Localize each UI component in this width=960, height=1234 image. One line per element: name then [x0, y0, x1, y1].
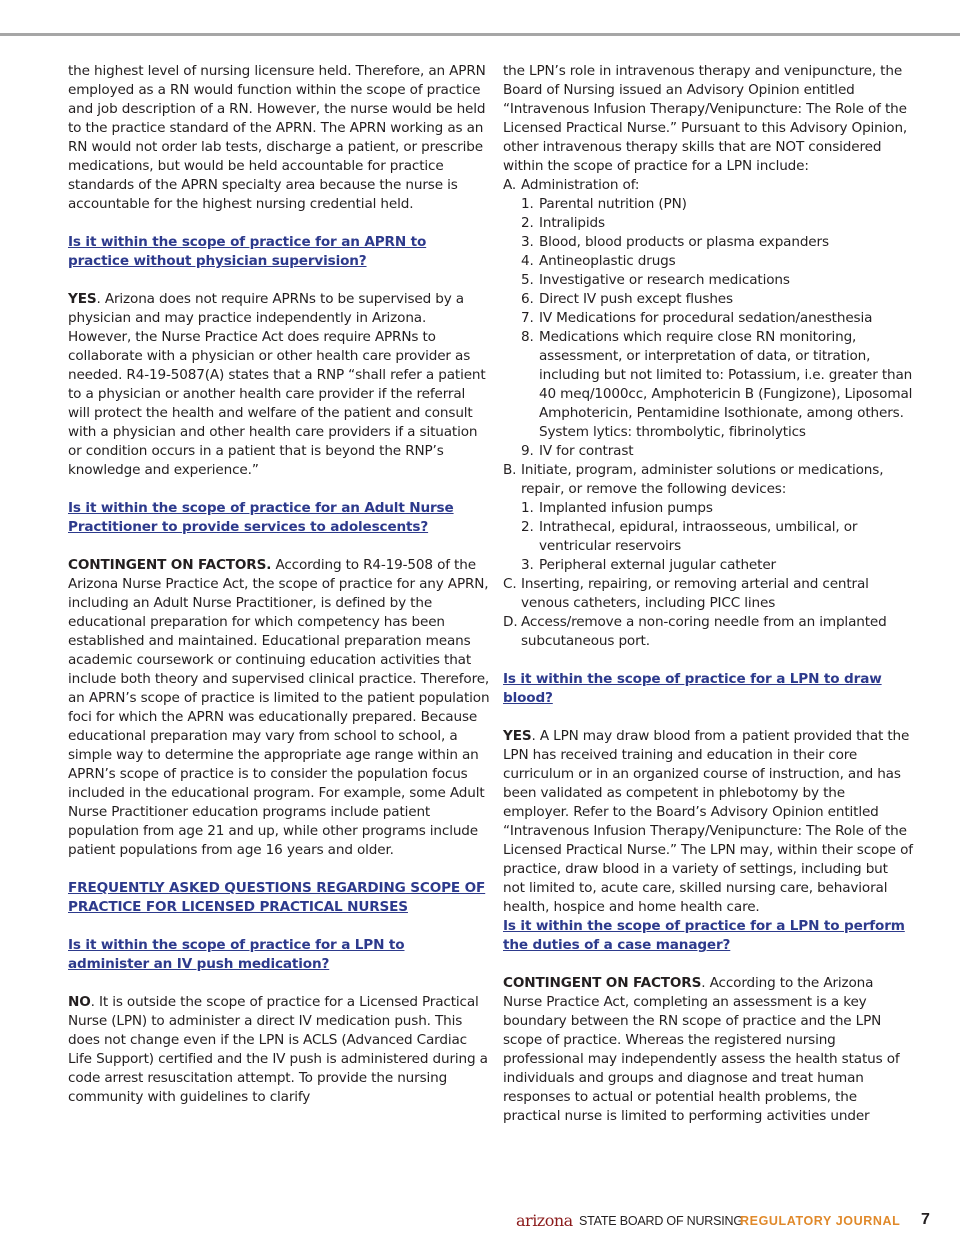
faq-question-lpn-iv-push: Is it within the scope of practice for a LPN to administer an IV push medication?: [68, 937, 405, 972]
arizona-logo-text: arizona: [516, 1211, 573, 1230]
list-item: 4. Antineoplastic drugs: [521, 253, 676, 269]
list-item: 7. IV Medications for procedural sedation/anesthesia: [521, 310, 873, 326]
list-item: 1. Implanted infusion pumps: [521, 500, 713, 516]
answer-text: . It is outside the scope of practice for a Licensed Practical Nurse (LPN) to administer a direct IV medication push. This does not change even if the LPN is ACLS (Advanced Cardiac Life Support) certified and the IV push is administered during a code arrest resuscitation attempt. To provide the nursing community with guidelines to clarify: [68, 994, 488, 1105]
answer-keyword: YES: [503, 728, 532, 744]
list-item: 3. Peripheral external jugular catheter: [521, 557, 776, 573]
answer-text: According to R4-19-508 of the Arizona Nurse Practice Act, the scope of practice for any APRN, including an Adult Nurse Practitioner, is defined by the educational preparation for which competency has been established and maintained. Educational preparation means academic coursework or continuing education activities that include both theory and supervised clinical practice. Therefore, an APRN’s scope of practice is limited to the patient population foci for which the APRN was educationally prepared. Because educational preparation may vary from school to school, a simple way to determine the appropriate age range within an APRN’s scope of practice is to consider the population focus included in the educational program. For example, some Adult Nurse Practitioner education programs include patient population from age 21 and up, while other programs include patient populations from age 16 years and older.: [68, 557, 490, 858]
answer-keyword: CONTINGENT ON FACTORS: [503, 975, 702, 991]
section-heading-lpn-faq: FREQUENTLY ASKED QUESTIONS REGARDING SCOPE OF PRACTICE FOR LICENSED PRACTICAL NURSES: [68, 880, 486, 915]
list-item: 9. IV for contrast: [521, 443, 634, 459]
top-rule: [0, 33, 960, 36]
list-item: 1. Parental nutrition (PN): [521, 196, 687, 212]
faq-question-lpn-case-manager: Is it within the scope of practice for a LPN to perform the duties of a case manager?: [503, 918, 905, 953]
board-name: STATE BOARD OF NURSING: [579, 1214, 743, 1228]
list-item: 8. Medications which require close RN monitoring, assessment, or interpretation of data, or titration, including but not limited to: Potassium, i.e. greater than 40 meq/1000cc, Amphotericin B (Fungizone), Liposomal Amphotericin, Pentamidine Isothionate, among others. System lytics: thrombolytic, fibrinolytics: [521, 329, 913, 440]
list-item: 2. Intrathecal, epidural, intraosseous, umbilical, or ventricular reservoirs: [521, 519, 858, 554]
left-column: [68, 62, 490, 1107]
faq-answer: [68, 290, 490, 480]
faq-answer: [68, 993, 490, 1107]
journal-name: REGULATORY JOURNAL: [740, 1214, 901, 1228]
list-section-c: C. Inserting, repairing, or removing arterial and central venous catheters, including PICC lines: [503, 576, 869, 611]
page-number: 7: [921, 1211, 930, 1228]
paragraph: the LPN’s role in intravenous therapy and venipuncture, the Board of Nursing issued an Advisory Opinion entitled “Intravenous Infusion Therapy/Venipuncture: The Role of the Licensed Practical Nurse.” Pursuant to this Advisory Opinion, other intravenous therapy skills that are NOT considered within the scope of practice for a LPN include:: [503, 63, 908, 174]
list-item: 3. Blood, blood products or plasma expanders: [521, 234, 829, 250]
list-item: 2. Intralipids: [521, 215, 605, 231]
faq-question-lpn-draw-blood: Is it within the scope of practice for a LPN to draw blood?: [503, 671, 882, 706]
answer-keyword: CONTINGENT ON FACTORS.: [68, 557, 272, 573]
list-item: 5. Investigative or research medications: [521, 272, 790, 288]
answer-keyword: NO: [68, 994, 91, 1010]
answer-text: . Arizona does not require APRNs to be supervised by a physician and may practice independently in Arizona. However, the Nurse Practice Act does require APRNs to collaborate with a physician or other health care provider as needed. R4-19-5087(A) states that a RNP “shall refer a patient to a physician or another health care provider if the referral will protect the health and welfare of the patient and consult with a physician and other health care providers if a situation or condition occurs in a patient that is beyond the RNP’s knowledge and experience.”: [68, 291, 486, 478]
answer-text: . A LPN may draw blood from a patient provided that the LPN has received training and education in their core curriculum or in an organized course of instruction, and has been validated as competent in phlebotomy by the employer. Refer to the Board’s Advisory Opinion entitled “Intravenous Infusion Therapy/Venipuncture: The Role of the Licensed Practical Nurse.” The LPN may, within their scope of practice, draw blood in a variety of settings, including but not limited to, acute care, skilled nursing care, behavioral health, hospice and home health care.: [503, 728, 913, 915]
faq-question-adult-np: Is it within the scope of practice for an Adult Nurse Practitioner to provide services to adolescents?: [68, 500, 454, 535]
list-item: 6. Direct IV push except flushes: [521, 291, 733, 307]
faq-answer: [68, 556, 490, 860]
answer-text: . According to the Arizona Nurse Practice Act, completing an assessment is a key boundary between the RN scope of practice and the LPN scope of practice. Whereas the registered nursing professional may independently assess the health status of individuals and groups and diagnose and treat human responses to actual or potential health problems, the practical nurse is limited to performing activities under: [503, 975, 900, 1124]
list-section-d: D. Access/remove a non-coring needle from an implanted subcutaneous port.: [503, 614, 887, 649]
page-footer: [0, 1211, 960, 1234]
answer-keyword: YES: [68, 291, 97, 307]
paragraph: the highest level of nursing licensure held. Therefore, an APRN employed as a RN would function within the scope of practice and job description of a RN. However, the nurse would be held to the practice standard of the APRN. The APRN working as an RN would not order lab tests, discharge a patient, or prescribe medications, but would be held accountable for practice standards of the APRN specialty area because the nurse is accountable for the highest nursing credential held.: [68, 63, 486, 212]
faq-question-aprn-supervision: Is it within the scope of practice for an APRN to practice without physician supervision?: [68, 234, 427, 269]
list-section-b: B. Initiate, program, administer solutions or medications, repair, or remove the following devices:: [503, 462, 884, 497]
list-section-a: A. Administration of:: [503, 177, 640, 193]
right-column: [503, 62, 913, 1126]
faq-answer: [503, 727, 913, 917]
faq-answer: [503, 974, 913, 1126]
